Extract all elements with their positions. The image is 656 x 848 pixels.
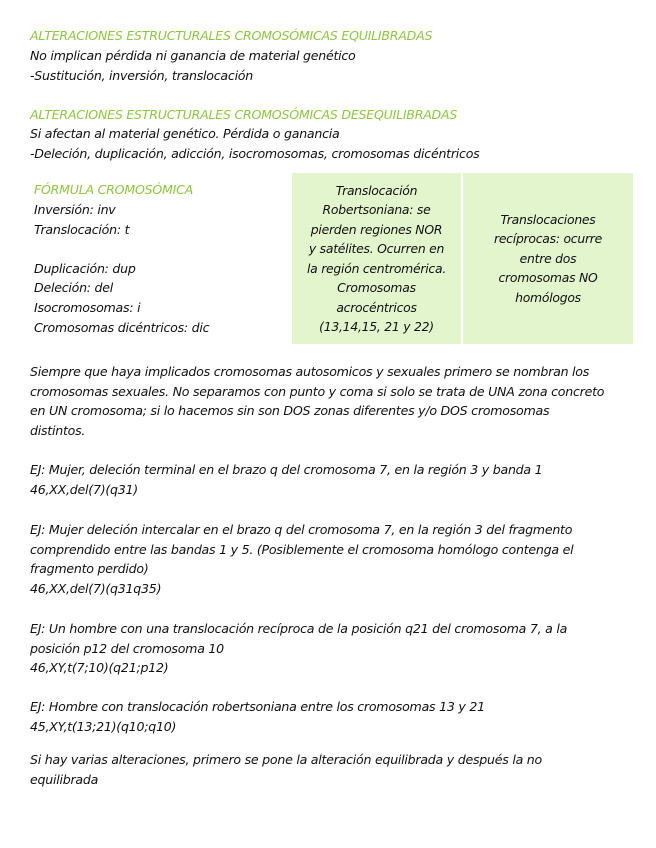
example-3 — [30, 619, 630, 678]
formula-item: Inversión: inv — [34, 202, 116, 217]
paragraph-line: cromosomas sexuales. No separamos con punto y coma si solo se trata de UNA zona concreto — [30, 383, 605, 399]
unbalanced-types: -Deleción, duplicación, adicción, isocromosomas, cromosomas dicéntricos — [30, 146, 480, 161]
unbalanced-heading: ALTERACIONES ESTRUCTURALES CROMOSÓMICAS DESEQUILIBRADAS — [30, 107, 458, 122]
reciprocal-translocation-cell — [463, 173, 633, 344]
cell-line: cromosomas NO — [498, 270, 598, 286]
balanced-heading: ALTERACIONES ESTRUCTURALES CROMOSÓMICAS EQUILIBRADAS — [30, 28, 433, 43]
example-text: EJ: Hombre con translocación robertsoniana entre los cromosomas 13 y 21 — [30, 699, 485, 714]
example-formula: 46,XY,t(7;10)(q21;p12) — [30, 660, 169, 675]
example-formula: 46,XX,del(7)(q31q35) — [30, 580, 162, 596]
formula-heading: FÓRMULA CROMOSÓMICA — [34, 182, 194, 197]
paragraph-line: Si hay varias alteraciones, primero se pone la alteración equilibrada y después la no — [30, 752, 542, 767]
cell-line: recíprocas: ocurre — [493, 231, 603, 247]
cell-line: pierden regiones NOR — [310, 221, 443, 237]
unbalanced-definition: Si afectan al material genético. Pérdida o ganancia — [30, 126, 340, 141]
example-text: EJ: Un hombre con una translocación recíproca de la posición q21 del cromosoma 7, a la — [30, 621, 568, 636]
paragraph-line: Siempre que haya implicados cromosomas autosomicos y sexuales primero se nombran los — [30, 364, 590, 379]
final-note — [30, 750, 630, 789]
example-text: fragmento perdido) — [30, 561, 149, 576]
cell-line: Translocaciones — [500, 211, 596, 227]
formula-item: Cromosomas dicéntricos: dic — [34, 320, 210, 335]
cell-line: Translocación — [335, 182, 418, 198]
formula-item: Duplicación: dup — [34, 261, 136, 276]
example-text: EJ: Mujer deleción intercalar en el brazo q del cromosoma 7, en la región 3 del fragmento — [30, 522, 573, 537]
example-text: comprendido entre las bandas 1 y 5. (Posiblemente el cromosoma homólogo contenga el — [30, 541, 574, 557]
balanced-definition: No implican pérdida ni ganancia de material genético — [30, 48, 356, 63]
cell-line: Robertsoniana: se — [322, 202, 431, 217]
cell-line: la región centromérica. — [306, 260, 447, 276]
example-text: EJ: Mujer, deleción terminal en el brazo q del cromosoma 7, en la región 3 y banda 1 — [30, 462, 543, 477]
example-formula: 46,XX,del(7)(q31) — [30, 481, 138, 497]
cell-line: acrocéntricos — [336, 299, 417, 315]
naming-rule-paragraph — [30, 362, 630, 440]
cell-line: Cromosomas — [337, 280, 416, 295]
paragraph-line: distintos. — [30, 422, 86, 438]
example-2 — [30, 520, 630, 598]
balanced-types: -Sustitución, inversión, translocación — [30, 68, 253, 83]
formula-item: Deleción: del — [34, 280, 114, 295]
example-1 — [30, 460, 630, 499]
cell-line: (13,14,15, 21 y 22) — [319, 319, 434, 334]
example-text: posición p12 del cromosoma 10 — [30, 640, 224, 656]
example-4 — [30, 697, 630, 736]
paragraph-line: en UN cromosoma; si lo hacemos sin son DOS zonas diferentes y/o DOS cromosomas — [30, 403, 550, 418]
cell-line: entre dos — [519, 250, 577, 266]
paragraph-line: equilibrada — [30, 771, 99, 787]
cell-line: homólogos — [515, 289, 581, 305]
formula-item: Isocromosomas: i — [34, 300, 141, 315]
formula-item: Translocación: t — [34, 222, 130, 237]
robertsonian-translocation-cell — [292, 173, 461, 344]
cell-line: y satélites. Ocurren en — [308, 241, 445, 256]
example-formula: 45,XY,t(13;21)(q10;q10) — [30, 718, 177, 734]
